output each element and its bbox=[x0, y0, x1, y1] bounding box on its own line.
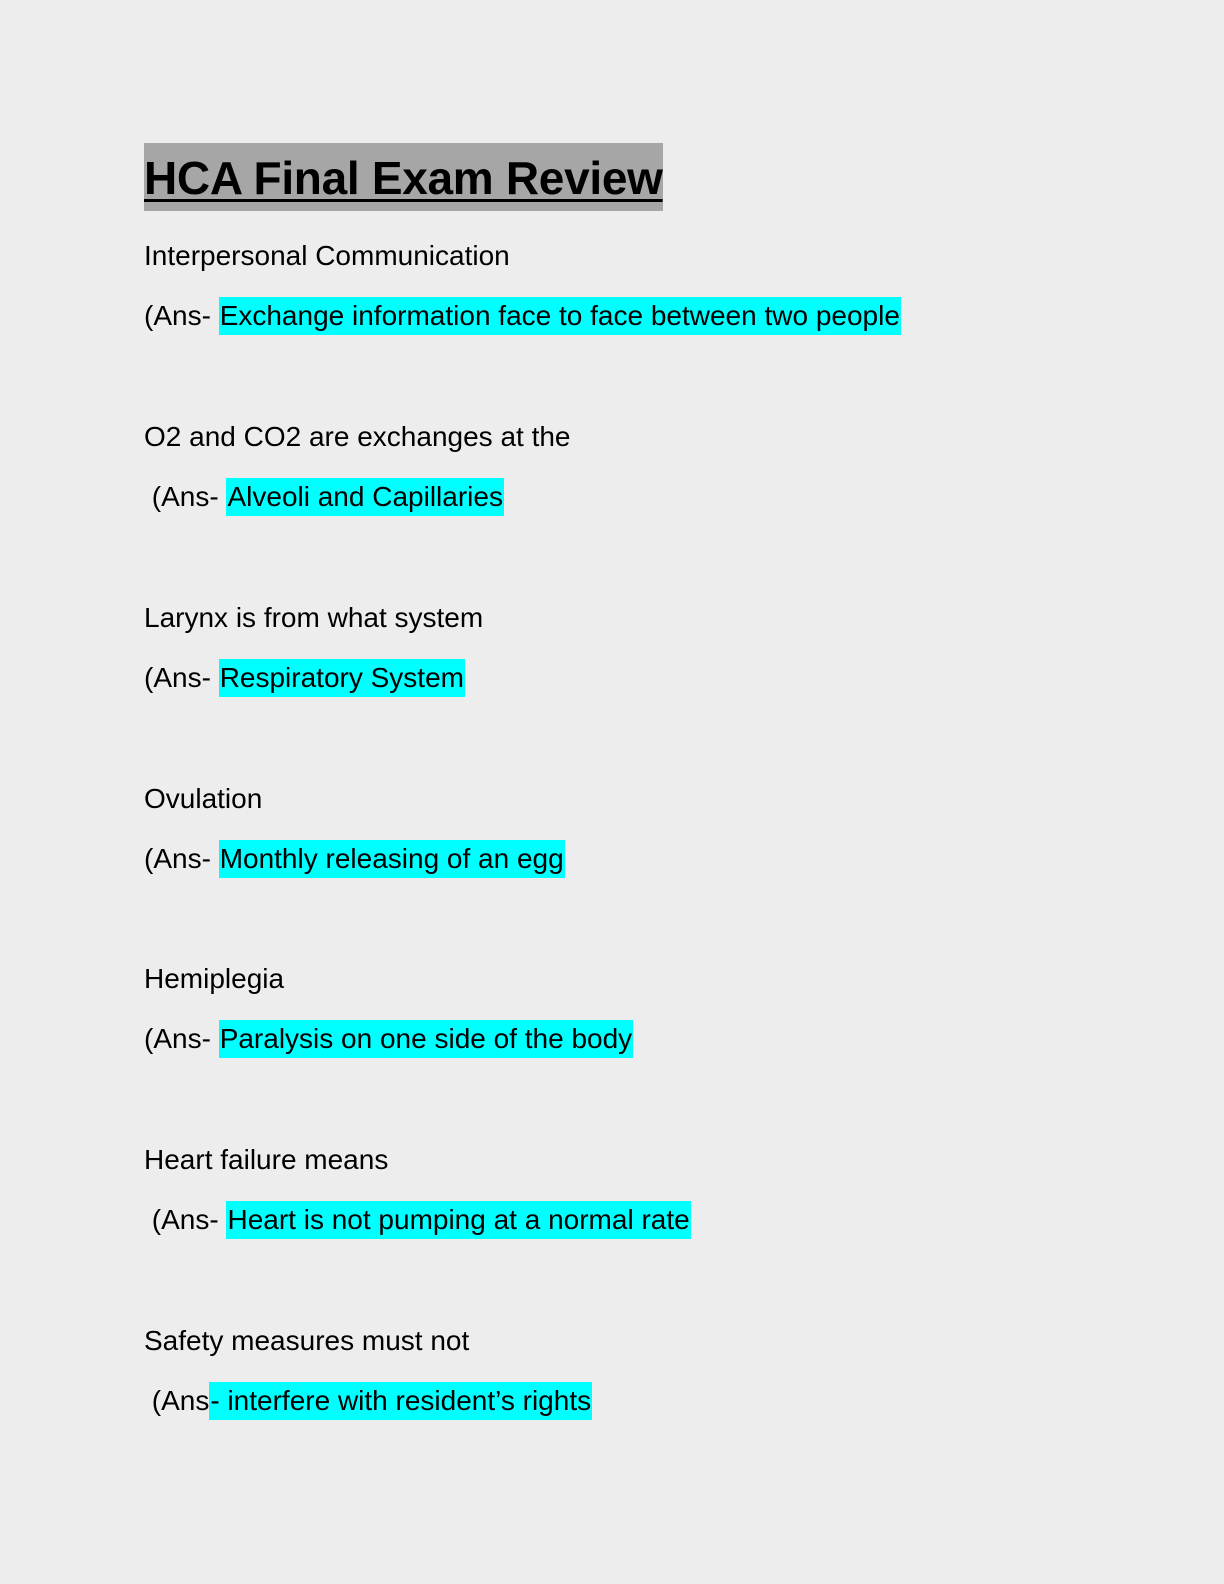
answer-prefix: (Ans- bbox=[144, 300, 219, 331]
answer-highlight: - interfere with resident’s rights bbox=[209, 1382, 592, 1420]
question-text: Heart failure means bbox=[144, 1144, 389, 1175]
answer-highlight: Alveoli and Capillaries bbox=[226, 478, 503, 516]
answer-prefix: (Ans- bbox=[144, 481, 227, 512]
answer-line bbox=[144, 297, 901, 335]
answer-highlight: Exchange information face to face between two people bbox=[219, 297, 901, 335]
question-text: O2 and CO2 are exchanges at the bbox=[144, 421, 571, 452]
answer-prefix: (Ans- bbox=[144, 843, 219, 874]
question-text: Larynx is from what system bbox=[144, 602, 484, 633]
answer-line bbox=[144, 1382, 592, 1420]
question-text: Ovulation bbox=[144, 783, 263, 814]
answer-highlight: Paralysis on one side of the body bbox=[219, 1020, 633, 1058]
answer-prefix: (Ans- bbox=[144, 662, 219, 693]
page-title: HCA Final Exam Review bbox=[144, 143, 663, 211]
question-text: Hemiplegia bbox=[144, 963, 285, 994]
answer-highlight: Heart is not pumping at a normal rate bbox=[226, 1201, 690, 1239]
answer-line bbox=[144, 1020, 633, 1058]
answer-highlight: Monthly releasing of an egg bbox=[219, 840, 565, 878]
answer-highlight: Respiratory System bbox=[219, 659, 465, 697]
answer-line bbox=[144, 478, 504, 516]
answer-prefix: (Ans- bbox=[144, 1204, 227, 1235]
answer-line bbox=[144, 659, 465, 697]
answer-prefix: (Ans bbox=[144, 1385, 210, 1416]
question-text: Safety measures must not bbox=[144, 1325, 470, 1356]
answer-line bbox=[144, 840, 565, 878]
answer-prefix: (Ans- bbox=[144, 1023, 219, 1054]
answer-line bbox=[144, 1201, 691, 1239]
question-text: Interpersonal Communication bbox=[144, 240, 510, 271]
